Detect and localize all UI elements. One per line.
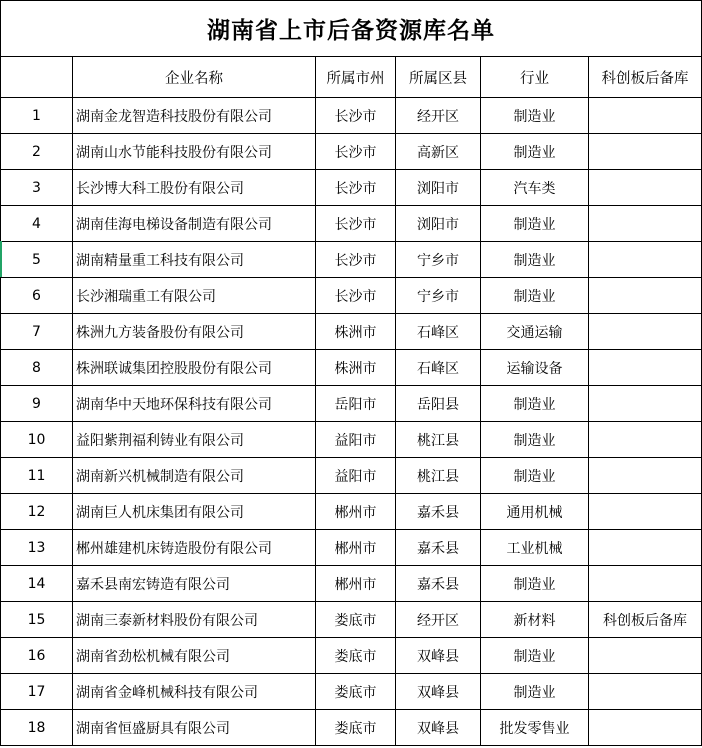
- cell-district[interactable]: 宁乡市: [396, 242, 481, 278]
- table-row: [1, 422, 702, 458]
- cell-city[interactable]: 长沙市: [316, 170, 396, 206]
- cell-city[interactable]: 郴州市: [316, 494, 396, 530]
- cell-kcb[interactable]: [589, 674, 702, 710]
- cell-district[interactable]: 桃江县: [396, 422, 481, 458]
- cell-kcb[interactable]: [589, 314, 702, 350]
- cell-company[interactable]: 湖南省劲松机械有限公司: [73, 638, 316, 674]
- cell-company[interactable]: 湖南三泰新材料股份有限公司: [73, 602, 316, 638]
- cell-district[interactable]: 桃江县: [396, 458, 481, 494]
- cell-index[interactable]: 17: [1, 674, 73, 710]
- cell-district[interactable]: 双峰县: [396, 710, 481, 746]
- cell-kcb[interactable]: [589, 350, 702, 386]
- cell-kcb[interactable]: [589, 206, 702, 242]
- cell-kcb[interactable]: [589, 242, 702, 278]
- table-row: [1, 566, 702, 602]
- cell-industry[interactable]: 制造业: [481, 134, 589, 170]
- cell-industry[interactable]: 通用机械: [481, 494, 589, 530]
- cell-city[interactable]: 娄底市: [316, 638, 396, 674]
- cell-city[interactable]: 娄底市: [316, 674, 396, 710]
- cell-city[interactable]: 长沙市: [316, 206, 396, 242]
- table-row: [1, 170, 702, 206]
- cell-company[interactable]: 株洲联诚集团控股股份有限公司: [73, 350, 316, 386]
- cell-district[interactable]: 嘉禾县: [396, 494, 481, 530]
- cell-company[interactable]: 湖南金龙智造科技股份有限公司: [73, 98, 316, 134]
- cell-kcb[interactable]: [589, 134, 702, 170]
- cell-industry[interactable]: 制造业: [481, 566, 589, 602]
- cell-district[interactable]: 岳阳县: [396, 386, 481, 422]
- cell-district[interactable]: 经开区: [396, 98, 481, 134]
- cell-kcb[interactable]: [589, 458, 702, 494]
- cell-index[interactable]: 7: [1, 314, 73, 350]
- cell-kcb[interactable]: [589, 98, 702, 134]
- cell-company[interactable]: 湖南华中天地环保科技有限公司: [73, 386, 316, 422]
- table-row: [1, 530, 702, 566]
- table-row: [1, 674, 702, 710]
- cell-company[interactable]: 湖南佳海电梯设备制造有限公司: [73, 206, 316, 242]
- company-table: [0, 56, 702, 746]
- cell-industry[interactable]: 制造业: [481, 458, 589, 494]
- cell-company[interactable]: 湖南巨人机床集团有限公司: [73, 494, 316, 530]
- cell-industry[interactable]: 制造业: [481, 206, 589, 242]
- header-industry[interactable]: 行业: [481, 57, 589, 98]
- cell-city[interactable]: 株洲市: [316, 314, 396, 350]
- cell-industry[interactable]: 交通运输: [481, 314, 589, 350]
- table-row: [1, 134, 702, 170]
- cell-district[interactable]: 高新区: [396, 134, 481, 170]
- cell-industry[interactable]: 制造业: [481, 278, 589, 314]
- cell-kcb[interactable]: [589, 638, 702, 674]
- cell-district[interactable]: 嘉禾县: [396, 530, 481, 566]
- cell-company[interactable]: 郴州雄建机床铸造股份有限公司: [73, 530, 316, 566]
- cell-company[interactable]: 长沙湘瑞重工有限公司: [73, 278, 316, 314]
- cell-kcb[interactable]: [589, 422, 702, 458]
- cell-industry[interactable]: 批发零售业: [481, 710, 589, 746]
- table-row: [1, 386, 702, 422]
- cell-kcb[interactable]: [589, 386, 702, 422]
- header-company[interactable]: 企业名称: [73, 57, 316, 98]
- table-row: [1, 242, 702, 278]
- cell-kcb[interactable]: [589, 494, 702, 530]
- cell-kcb[interactable]: [589, 710, 702, 746]
- header-row: [1, 57, 702, 98]
- cell-index[interactable]: 12: [1, 494, 73, 530]
- cell-district[interactable]: 双峰县: [396, 638, 481, 674]
- cell-company[interactable]: 益阳紫荆福利铸业有限公司: [73, 422, 316, 458]
- cell-index[interactable]: 10: [1, 422, 73, 458]
- cell-company[interactable]: 湖南省金峰机械科技有限公司: [73, 674, 316, 710]
- cell-city[interactable]: 益阳市: [316, 458, 396, 494]
- cell-city[interactable]: 娄底市: [316, 602, 396, 638]
- cell-industry[interactable]: 工业机械: [481, 530, 589, 566]
- cell-index[interactable]: 6: [1, 278, 73, 314]
- table-row: [1, 710, 702, 746]
- cell-district[interactable]: 宁乡市: [396, 278, 481, 314]
- title-cell[interactable]: [0, 0, 702, 56]
- cell-industry[interactable]: 制造业: [481, 242, 589, 278]
- table-row: [1, 314, 702, 350]
- cell-index[interactable]: 11: [1, 458, 73, 494]
- table-row: [1, 350, 702, 386]
- cell-industry[interactable]: 制造业: [481, 674, 589, 710]
- table-row: [1, 458, 702, 494]
- cell-company[interactable]: 湖南山水节能科技股份有限公司: [73, 134, 316, 170]
- cell-district[interactable]: 经开区: [396, 602, 481, 638]
- cell-city[interactable]: 株洲市: [316, 350, 396, 386]
- cell-industry[interactable]: 制造业: [481, 386, 589, 422]
- cell-index[interactable]: 8: [1, 350, 73, 386]
- header-city[interactable]: 所属市州: [316, 57, 396, 98]
- cell-city[interactable]: 长沙市: [316, 278, 396, 314]
- header-index[interactable]: [1, 57, 73, 98]
- table-row: [1, 638, 702, 674]
- cell-city[interactable]: 长沙市: [316, 242, 396, 278]
- cell-company[interactable]: 湖南省恒盛厨具有限公司: [73, 710, 316, 746]
- header-district[interactable]: 所属区县: [396, 57, 481, 98]
- cell-city[interactable]: 郴州市: [316, 530, 396, 566]
- cell-index[interactable]: 3: [1, 170, 73, 206]
- cell-kcb[interactable]: [589, 566, 702, 602]
- cell-city[interactable]: 长沙市: [316, 134, 396, 170]
- cell-index[interactable]: 15: [1, 602, 73, 638]
- cell-index[interactable]: 9: [1, 386, 73, 422]
- cell-index[interactable]: 14: [1, 566, 73, 602]
- cell-company[interactable]: 嘉禾县南宏铸造有限公司: [73, 566, 316, 602]
- header-kcb[interactable]: 科创板后备库: [589, 57, 702, 98]
- cell-industry[interactable]: 制造业: [481, 638, 589, 674]
- cell-index[interactable]: 5: [1, 242, 73, 278]
- sheet-title: 湖南省上市后备资源库名单: [207, 18, 495, 44]
- cell-kcb[interactable]: [589, 530, 702, 566]
- table-row: [1, 98, 702, 134]
- cell-index[interactable]: 2: [1, 134, 73, 170]
- cell-district[interactable]: 浏阳市: [396, 206, 481, 242]
- cell-city[interactable]: 益阳市: [316, 422, 396, 458]
- cell-industry[interactable]: 新材料: [481, 602, 589, 638]
- cell-district[interactable]: 浏阳市: [396, 170, 481, 206]
- cell-industry[interactable]: 制造业: [481, 98, 589, 134]
- cell-index[interactable]: 1: [1, 98, 73, 134]
- cell-company[interactable]: 长沙博大科工股份有限公司: [73, 170, 316, 206]
- cell-district[interactable]: 嘉禾县: [396, 566, 481, 602]
- cell-index[interactable]: 13: [1, 530, 73, 566]
- cell-industry[interactable]: 汽车类: [481, 170, 589, 206]
- cell-kcb[interactable]: 科创板后备库: [589, 602, 702, 638]
- cell-city[interactable]: 郴州市: [316, 566, 396, 602]
- cell-district[interactable]: 双峰县: [396, 674, 481, 710]
- cell-industry[interactable]: 运输设备: [481, 350, 589, 386]
- cell-kcb[interactable]: [589, 170, 702, 206]
- cell-city[interactable]: 岳阳市: [316, 386, 396, 422]
- table-row: [1, 494, 702, 530]
- cell-district[interactable]: 石峰区: [396, 350, 481, 386]
- cell-company[interactable]: 湖南新兴机械制造有限公司: [73, 458, 316, 494]
- table-row: [1, 206, 702, 242]
- cell-industry[interactable]: 制造业: [481, 422, 589, 458]
- active-row-marker: [0, 241, 2, 277]
- cell-city[interactable]: 娄底市: [316, 710, 396, 746]
- cell-index[interactable]: 4: [1, 206, 73, 242]
- cell-district[interactable]: 石峰区: [396, 314, 481, 350]
- cell-company[interactable]: 湖南精量重工科技有限公司: [73, 242, 316, 278]
- cell-company[interactable]: 株洲九方装备股份有限公司: [73, 314, 316, 350]
- cell-kcb[interactable]: [589, 278, 702, 314]
- cell-index[interactable]: 16: [1, 638, 73, 674]
- table-row: [1, 278, 702, 314]
- cell-index[interactable]: 18: [1, 710, 73, 746]
- cell-city[interactable]: 长沙市: [316, 98, 396, 134]
- table-body: [1, 98, 702, 746]
- table-row: [1, 602, 702, 638]
